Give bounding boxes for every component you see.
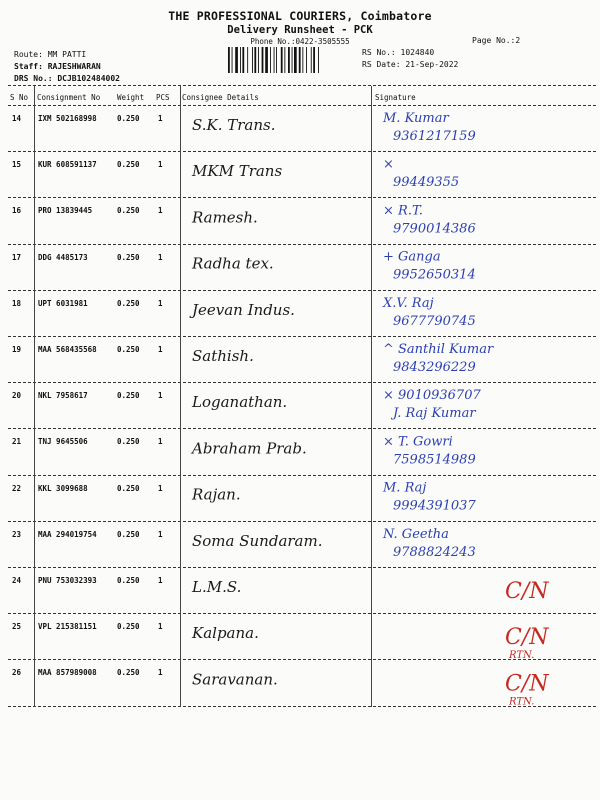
handwritten-consignee: Kalpana. — [192, 624, 259, 643]
row-pcs: 1 — [158, 160, 163, 170]
row-consignment-no: IXM 502168998 — [38, 114, 97, 123]
rs-number: RS No.: 1024840 — [362, 48, 435, 57]
handwritten-signature: 9994391037 — [393, 498, 476, 514]
handwritten-consignee: Loganathan. — [192, 393, 288, 412]
handwritten-signature: 9843296229 — [393, 360, 476, 375]
row-pcs: 1 — [158, 622, 163, 632]
row-pcs: 1 — [158, 391, 163, 401]
handwritten-signature: 9952650314 — [393, 267, 476, 283]
handwritten-signature: 99449355 — [393, 175, 460, 191]
handwritten-signature: × T. Gowri — [383, 434, 453, 450]
row-weight: 0.250 — [117, 437, 140, 447]
col-header-consignee: Consignee Details — [182, 93, 259, 102]
handwritten-consignee: Radha tex. — [192, 254, 274, 273]
row-pcs: 1 — [158, 345, 163, 354]
phone-number: Phone No.:0422-3505555 — [250, 37, 350, 46]
row-sno: 17 — [12, 252, 22, 262]
row-sno: 25 — [12, 622, 22, 632]
row-sno: 22 — [12, 483, 22, 493]
col-header-signature: Signature — [375, 93, 416, 102]
row-pcs: 1 — [158, 668, 163, 678]
handwritten-signature: × R.T. — [383, 203, 423, 219]
row-sno: 15 — [12, 160, 22, 170]
handwritten-consignee: MKM Trans — [192, 162, 283, 181]
col-header-weight: Weight — [117, 93, 145, 102]
row-consignment-no: MAA 294019754 — [38, 529, 97, 539]
handwritten-signature: M. Kumar — [383, 111, 449, 126]
handwritten-signature: 9788824243 — [393, 544, 476, 560]
row-weight: 0.250 — [117, 345, 140, 354]
row-sno: 20 — [12, 391, 22, 401]
row-sno: 19 — [12, 345, 22, 354]
handwritten-signature: C/N — [505, 579, 549, 604]
page-number: Page No.:2 — [472, 36, 521, 45]
handwritten-consignee: Abraham Prab. — [192, 439, 307, 458]
row-consignment-no: VPL 215381151 — [38, 622, 97, 632]
row-pcs: 1 — [158, 114, 163, 123]
handwritten-consignee: L.M.S. — [192, 578, 242, 596]
row-sno: 14 — [12, 114, 22, 123]
handwritten-signature: M. Raj — [383, 480, 427, 496]
row-pcs: 1 — [158, 298, 163, 308]
row-weight: 0.250 — [117, 298, 140, 308]
row-weight: 0.250 — [117, 206, 140, 216]
row-consignment-no: MAA 568435568 — [38, 345, 97, 354]
row-pcs: 1 — [158, 252, 163, 262]
row-weight: 0.250 — [117, 483, 140, 493]
staff-label: Staff: RAJESHWARAN — [14, 62, 101, 71]
handwritten-consignee: Rajan. — [192, 485, 241, 504]
document-title: Delivery Runsheet - PCK — [227, 24, 373, 36]
row-sno: 23 — [12, 529, 22, 539]
row-pcs: 1 — [158, 206, 163, 216]
row-weight: 0.250 — [117, 529, 140, 539]
handwritten-consignee: Sathish. — [192, 347, 254, 365]
row-weight: 0.250 — [117, 160, 140, 170]
route-label: Route: MM PATTI — [14, 50, 87, 59]
handwritten-signature: × 9010936707 — [383, 388, 481, 404]
row-sno: 26 — [12, 668, 22, 678]
handwritten-consignee: Soma Sundaram. — [192, 531, 323, 550]
row-consignment-no: TNJ 9645506 — [38, 437, 88, 447]
handwritten-consignee: S.K. Trans. — [192, 116, 276, 134]
handwritten-consignee: Ramesh. — [192, 208, 258, 227]
handwritten-signature: RTN. — [509, 696, 535, 708]
handwritten-consignee: Saravanan. — [192, 670, 278, 689]
handwritten-signature: ^ Santhil Kumar — [383, 342, 494, 357]
handwritten-signature: X.V. Raj — [383, 295, 434, 311]
row-sno: 21 — [12, 437, 22, 447]
handwritten-signature: 9790014386 — [393, 221, 476, 237]
col-header-sno: S No — [10, 93, 29, 102]
handwritten-signature: N. Geetha — [383, 526, 449, 542]
row-weight: 0.250 — [117, 252, 140, 262]
row-pcs: 1 — [158, 529, 163, 539]
row-pcs: 1 — [158, 483, 163, 493]
row-consignment-no: PNU 753032393 — [38, 576, 97, 585]
handwritten-signature: C/N — [505, 671, 549, 697]
handwritten-signature: + Ganga — [383, 249, 441, 265]
row-weight: 0.250 — [117, 391, 140, 401]
row-weight: 0.250 — [117, 576, 140, 585]
handwritten-signature: 7598514989 — [393, 452, 476, 468]
row-consignment-no: UPT 6031981 — [38, 298, 88, 308]
row-consignment-no: NKL 7958617 — [38, 391, 88, 401]
handwritten-consignee: Jeevan Indus. — [192, 300, 295, 319]
col-header-consignment: Consignment No — [37, 93, 101, 102]
row-pcs: 1 — [158, 576, 163, 585]
col-header-pcs: PCS — [156, 93, 170, 102]
row-pcs: 1 — [158, 437, 163, 447]
row-sno: 16 — [12, 206, 22, 216]
handwritten-signature: × — [383, 157, 394, 173]
rs-date: RS Date: 21-Sep-2022 — [362, 60, 459, 69]
row-weight: 0.250 — [117, 622, 140, 632]
row-sno: 18 — [12, 298, 22, 308]
row-consignment-no: KUR 608591137 — [38, 160, 97, 170]
drs-number: DRS No.: DCJB102484002 — [14, 74, 120, 83]
handwritten-signature: RTN. — [509, 650, 535, 662]
row-weight: 0.250 — [117, 668, 140, 678]
handwritten-signature: 9361217159 — [393, 129, 476, 144]
row-sno: 24 — [12, 576, 22, 585]
company-title: THE PROFESSIONAL COURIERS, Coimbatore — [168, 9, 432, 23]
handwritten-signature: C/N — [505, 625, 549, 651]
row-weight: 0.250 — [117, 114, 140, 123]
row-consignment-no: PRO 13839445 — [38, 206, 93, 216]
row-consignment-no: MAA 857989008 — [38, 668, 97, 678]
handwritten-signature: J. Raj Kumar — [393, 406, 476, 422]
handwritten-signature: 9677790745 — [393, 313, 476, 329]
row-consignment-no: DDG 4485173 — [38, 252, 88, 262]
row-consignment-no: KKL 3099688 — [38, 483, 88, 493]
